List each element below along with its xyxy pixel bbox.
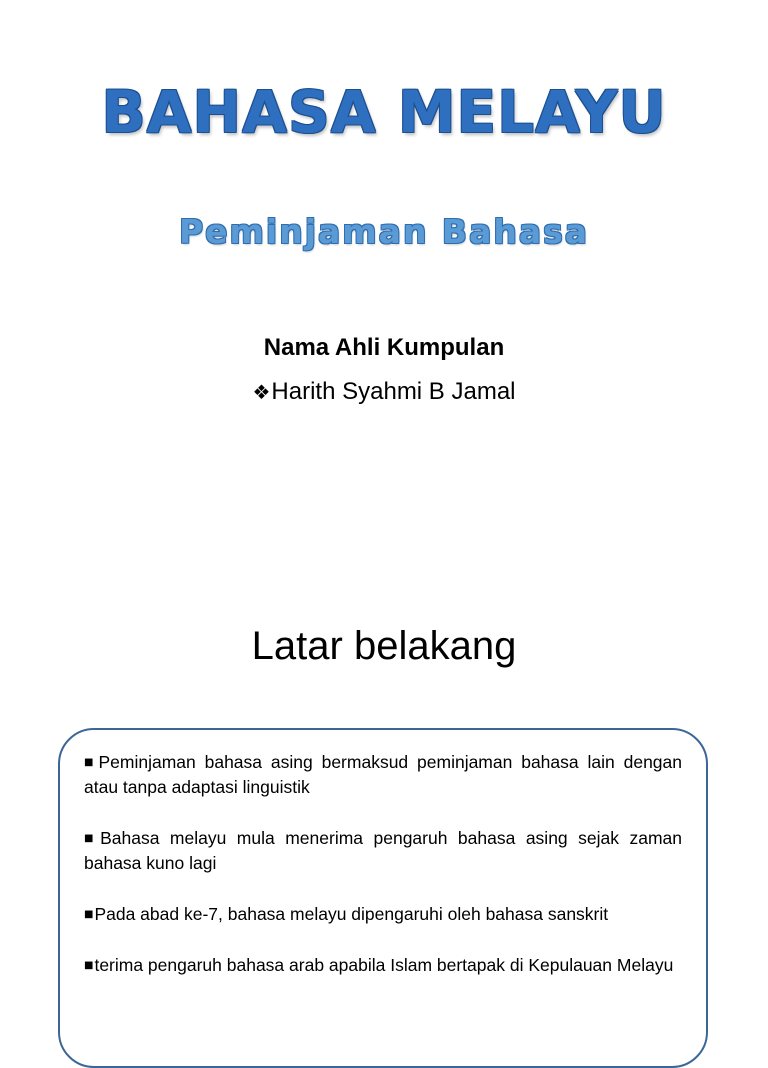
bullet-point — [84, 826, 682, 876]
diamond-bullet-icon: ❖ — [252, 380, 271, 404]
square-bullet-icon: ■ — [84, 833, 100, 844]
bullet-point-text: Pada abad ke-7, bahasa melayu dipengaruhi oleh bahasa sanskrit — [94, 904, 609, 924]
bullet-point — [84, 750, 682, 800]
bullet-point — [84, 902, 682, 927]
subtitle: Peminjaman Bahasa — [178, 212, 590, 251]
bullet-point-text: Peminjaman bahasa asing bermaksud peminjaman bahasa lain dengan atau tanpa adaptasi linguistik — [84, 752, 683, 797]
square-bullet-icon: ■ — [84, 909, 94, 920]
bullet-point-text: Bahasa melayu mula menerima pengaruh bahasa asing sejak zaman bahasa kuno lagi — [84, 828, 683, 873]
content-box — [58, 728, 708, 1068]
main-title: BAHASA MELAYU — [101, 78, 667, 146]
member-item — [0, 378, 768, 407]
section-heading: Latar belakang — [251, 624, 517, 668]
members-heading: Nama Ahli Kumpulan — [263, 334, 505, 361]
bullet-point-text: terima pengaruh bahasa arab apabila Islam bertapak di Kepulauan Melayu — [94, 955, 674, 975]
bullet-point — [84, 953, 682, 978]
member-name: Harith Syahmi B Jamal — [271, 378, 516, 405]
content-slide — [0, 576, 768, 1024]
square-bullet-icon: ■ — [84, 960, 94, 971]
square-bullet-icon: ■ — [84, 757, 98, 768]
